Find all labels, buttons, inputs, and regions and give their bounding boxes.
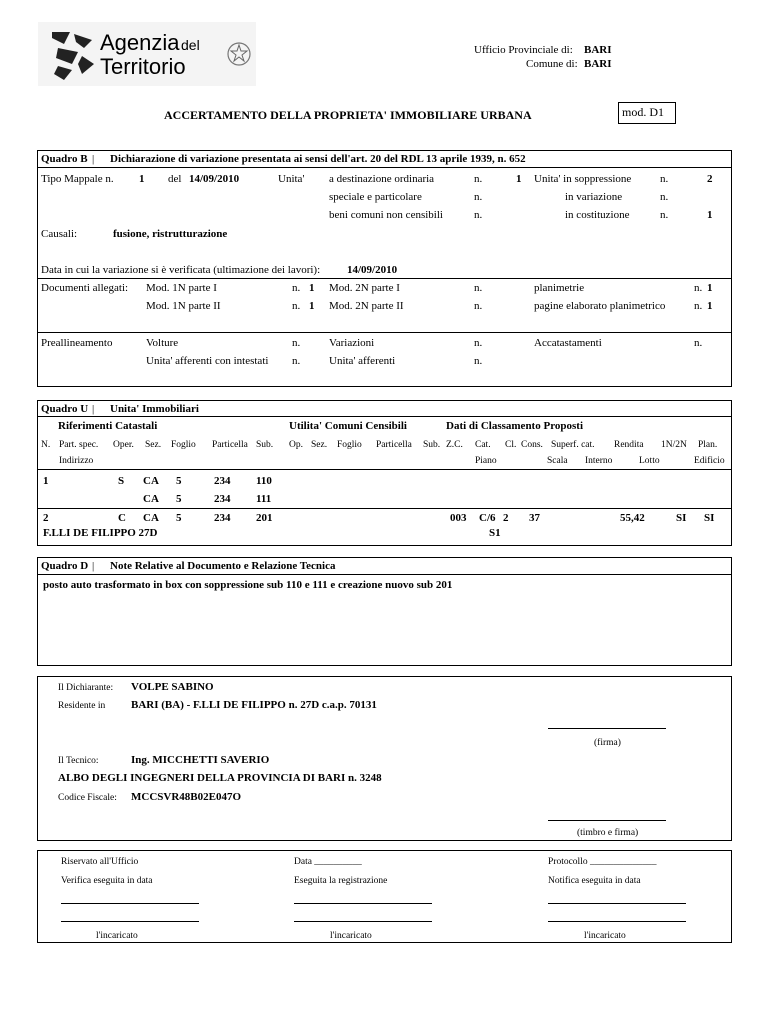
- protocollo-label: Protocollo ______________: [548, 857, 657, 867]
- col-header-edificio: Edificio: [694, 456, 725, 466]
- residente-label: Residente in: [58, 701, 106, 711]
- divider: [37, 167, 732, 168]
- eseguita-registrazione-label: Eseguita la registrazione: [294, 876, 388, 886]
- col-header-cons: Cons.: [521, 440, 543, 450]
- republic-emblem-icon: [226, 40, 252, 68]
- n-label: n.: [292, 300, 301, 312]
- row-particella: 234: [214, 475, 231, 487]
- causali-value: fusione, ristrutturazione: [113, 228, 228, 240]
- speciale-label: speciale e particolare: [329, 191, 422, 203]
- beni-comuni-label: beni comuni non censibili: [329, 209, 443, 221]
- row-sub: 110: [256, 475, 272, 487]
- col-header-interno: Interno: [585, 456, 613, 466]
- col-header-piano: Piano: [475, 456, 497, 466]
- n-label: n.: [474, 282, 483, 294]
- row-plan: SI: [704, 512, 715, 524]
- col-header-cl: Cl.: [505, 440, 517, 450]
- n-label: n.: [474, 355, 483, 367]
- riservato-label: Riservato all'Ufficio: [61, 857, 139, 867]
- note-text: posto auto trasformato in box con soppressione sub 110 e 111 e creazione nuovo sub 201: [43, 579, 453, 591]
- col-header-cat: Cat.: [475, 440, 491, 450]
- divider: [37, 508, 732, 509]
- n-label: n.: [474, 337, 483, 349]
- logo-del: del: [181, 37, 200, 53]
- causali-label: Causali:: [41, 228, 78, 240]
- unita-afferenti-intestati-label: Unita' afferenti con intestati: [146, 355, 269, 367]
- dati-classamento-header: Dati di Classamento Proposti: [446, 420, 583, 432]
- divider: [37, 416, 732, 417]
- logo-agenzia: Agenzia: [100, 30, 180, 55]
- n-label: n.: [474, 173, 483, 185]
- volture-label: Volture: [146, 337, 179, 349]
- tipo-mappale-label: Tipo Mappale n.: [41, 173, 114, 185]
- n-label: n.: [474, 300, 483, 312]
- row-sub: 201: [256, 512, 273, 524]
- section-separator: |: [92, 403, 95, 415]
- row-zc: 003: [450, 512, 467, 524]
- unita-afferenti-label: Unita' afferenti: [329, 355, 396, 367]
- signature-line: [548, 903, 686, 904]
- residente-value: BARI (BA) - F.LLI DE FILIPPO n. 27D c.a.p. 70131: [131, 699, 377, 711]
- row-cat: C/6: [479, 512, 496, 524]
- quadro-b-label: Quadro B: [41, 153, 88, 165]
- ufficio-value: BARI: [584, 44, 612, 56]
- col-header-sez-2: Sez.: [311, 440, 328, 450]
- dichiarante-value: VOLPE SABINO: [131, 681, 214, 693]
- unita-soppressione-label: Unita' in soppressione: [534, 173, 632, 185]
- col-header-sub: Sub.: [256, 440, 274, 450]
- quadro-b-title: Dichiarazione di variazione presentata ai sensi dell'art. 20 del RDL 13 aprile 1939, n. 652: [110, 153, 526, 165]
- unita-label: Unita': [278, 173, 305, 185]
- notifica-label: Notifica eseguita in data: [548, 876, 641, 886]
- incaricato-label: l'incaricato: [584, 931, 626, 941]
- row-1n2n: SI: [676, 512, 687, 524]
- in-costituzione-label: in costituzione: [565, 209, 630, 221]
- mod-1n-1-value: 1: [309, 282, 315, 294]
- utilita-comuni-header: Utilita' Comuni Censibili: [289, 420, 407, 432]
- signature-line: [61, 921, 199, 922]
- col-header-scala: Scala: [547, 456, 568, 466]
- row-foglio: 5: [176, 475, 182, 487]
- col-header-foglio: Foglio: [171, 440, 196, 450]
- divider: [37, 332, 732, 333]
- firma-label: (firma): [594, 738, 621, 748]
- quadro-d-title: Note Relative al Documento e Relazione Tecnica: [110, 560, 336, 572]
- n-label: n.: [292, 337, 301, 349]
- row-foglio: 5: [176, 493, 182, 505]
- row-foglio: 5: [176, 512, 182, 524]
- tipo-mappale-value: 1: [139, 173, 145, 185]
- row-oper: S: [118, 475, 125, 487]
- n-label: n.: [292, 355, 301, 367]
- soppressione-value: 2: [707, 173, 713, 185]
- albo-value: ALBO DEGLI INGEGNERI DELLA PROVINCIA DI BARI n. 3248: [58, 772, 382, 784]
- costituzione-value: 1: [707, 209, 713, 221]
- row-sez: CA: [143, 512, 159, 524]
- divider: [37, 469, 732, 470]
- dest-ordinaria-label: a destinazione ordinaria: [329, 173, 435, 185]
- mod-label: mod. D1: [622, 105, 664, 119]
- preallineamento-label: Preallineamento: [41, 337, 113, 349]
- incaricato-label: l'incaricato: [96, 931, 138, 941]
- col-header-sez: Sez.: [145, 440, 162, 450]
- ufficio-label: Ufficio Provinciale di:: [474, 44, 573, 56]
- col-header-indirizzo: Indirizzo: [59, 456, 94, 466]
- riferimenti-catastali-header: Riferimenti Catastali: [58, 420, 158, 432]
- col-header-sub-2: Sub.: [423, 440, 441, 450]
- row-indirizzo: F.LLI DE FILIPPO 27D: [43, 527, 158, 539]
- row-sez: CA: [143, 475, 159, 487]
- row-sub: 111: [256, 493, 272, 505]
- col-header-zc: Z.C.: [446, 440, 463, 450]
- col-header-particella: Particella: [212, 440, 248, 450]
- codice-fiscale-value: MCCSVR48B02E047O: [131, 791, 242, 803]
- n-label: n.: [474, 191, 483, 203]
- agency-logo-mark-icon: [48, 30, 98, 82]
- in-variazione-label: in variazione: [565, 191, 623, 203]
- signature-line: [294, 903, 432, 904]
- quadro-d-label: Quadro D: [41, 560, 89, 572]
- dichiarante-label: Il Dichiarante:: [58, 683, 114, 693]
- divider: [37, 278, 732, 279]
- n-label: n.: [292, 282, 301, 294]
- pagine-value: 1: [707, 300, 713, 312]
- row-sez: CA: [143, 493, 159, 505]
- row-particella: 234: [214, 512, 231, 524]
- signature-line: [294, 921, 432, 922]
- mod-1n-2-label: Mod. 1N parte II: [146, 300, 221, 312]
- mod-1n-1-label: Mod. 1N parte I: [146, 282, 217, 294]
- accatastamenti-label: Accatastamenti: [534, 337, 602, 349]
- n-label: n.: [694, 282, 703, 294]
- planimetrie-value: 1: [707, 282, 713, 294]
- variazioni-label: Variazioni: [329, 337, 375, 349]
- timbro-label: (timbro e firma): [577, 828, 639, 838]
- comune-value: BARI: [584, 58, 612, 70]
- mod-2n-1-label: Mod. 2N parte I: [329, 282, 400, 294]
- row-oper: C: [118, 512, 126, 524]
- col-header-part-spec: Part. spec.: [59, 440, 99, 450]
- mod-1n-2-value: 1: [309, 300, 315, 312]
- divider: [37, 574, 732, 575]
- quadro-u-title: Unita' Immobiliari: [110, 403, 199, 415]
- col-header-op: Op.: [289, 440, 303, 450]
- n-label: n.: [660, 209, 669, 221]
- quadro-u-label: Quadro U: [41, 403, 89, 415]
- col-header-particella-2: Particella: [376, 440, 412, 450]
- data-variazione-label: Data in cui la variazione si è verificata (ultimazione dei lavori):: [41, 264, 321, 276]
- col-header-lotto: Lotto: [639, 456, 660, 466]
- firma-line: [548, 728, 666, 729]
- col-header-oper: Oper.: [113, 440, 134, 450]
- pagine-label: pagine elaborato planimetrico: [534, 300, 666, 312]
- tecnico-label: Il Tecnico:: [58, 756, 99, 766]
- section-separator: |: [92, 153, 95, 165]
- col-header-n: N.: [41, 440, 51, 450]
- data-label: Data __________: [294, 857, 362, 867]
- row-particella: 234: [214, 493, 231, 505]
- data-variazione-value: 14/09/2010: [347, 264, 398, 276]
- row-n: 1: [43, 475, 49, 487]
- del-value: 14/09/2010: [189, 173, 240, 185]
- incaricato-label: l'incaricato: [330, 931, 372, 941]
- n-label: n.: [694, 300, 703, 312]
- signature-line: [61, 903, 199, 904]
- n-label: n.: [474, 209, 483, 221]
- comune-label: Comune di:: [526, 58, 578, 70]
- col-header-1n2n: 1N/2N: [661, 440, 687, 450]
- col-header-plan: Plan.: [698, 440, 718, 450]
- signature-line: [548, 921, 686, 922]
- row-rendita: 55,42: [620, 512, 645, 524]
- agency-logo: [38, 22, 256, 86]
- planimetrie-label: planimetrie: [534, 282, 585, 294]
- col-header-superf-cat: Superf. cat.: [551, 440, 595, 450]
- n-label: n.: [660, 191, 669, 203]
- codice-fiscale-label: Codice Fiscale:: [58, 793, 117, 803]
- document-title: ACCERTAMENTO DELLA PROPRIETA' IMMOBILIARE URBANA: [164, 108, 532, 122]
- row-piano: S1: [489, 527, 501, 539]
- dest-ordinaria-value: 1: [516, 173, 522, 185]
- mod-2n-2-label: Mod. 2N parte II: [329, 300, 404, 312]
- del-label: del: [168, 173, 182, 185]
- col-header-foglio-2: Foglio: [337, 440, 362, 450]
- row-cons: 37: [529, 512, 540, 524]
- mod-box: [618, 102, 676, 124]
- n-label: n.: [694, 337, 703, 349]
- row-n: 2: [43, 512, 49, 524]
- documenti-allegati-label: Documenti allegati:: [41, 282, 129, 294]
- logo-territorio: Territorio: [100, 54, 186, 79]
- section-separator: |: [92, 560, 95, 572]
- verifica-label: Verifica eseguita in data: [61, 876, 153, 886]
- col-header-rendita: Rendita: [614, 440, 644, 450]
- row-cl: 2: [503, 512, 509, 524]
- timbro-line: [548, 820, 666, 821]
- n-label: n.: [660, 173, 669, 185]
- tecnico-value: Ing. MICCHETTI SAVERIO: [131, 754, 270, 766]
